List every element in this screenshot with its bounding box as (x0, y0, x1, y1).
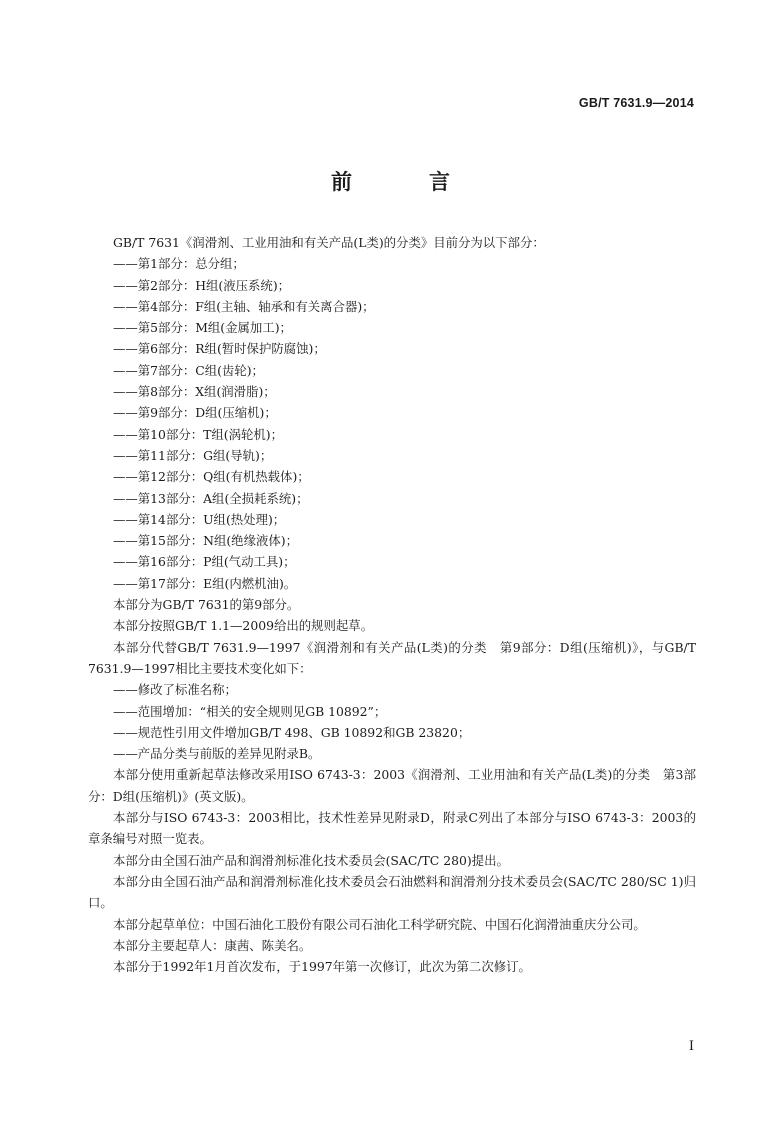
list-item: ——第1部分：总分组； (113, 256, 245, 272)
drafting-units-paragraph: 本部分起草单位：中国石油化工股份有限公司石油化工科学研究院、中国石化润滑油重庆分公司。 (113, 916, 646, 932)
list-item: ——第13部分：A组(全损耗系统)； (113, 490, 309, 506)
list-item: ——第2部分：H组(液压系统)； (113, 277, 291, 293)
parts-list (88, 253, 696, 594)
replacement-paragraph: 本部分代替GB/T 7631.9—1997《润滑剂和有关产品(L类)的分类 第9部分：D组(压缩机)》，与GB/T 7631.9—1997相比主要技术变化如下： (88, 639, 696, 676)
list-item: ——第15部分：N组(绝缘液体)； (113, 533, 298, 549)
list-item: ——产品分类与前版的差异见附录B。 (113, 746, 321, 762)
page-number: I (688, 1039, 694, 1054)
centralized-by-paragraph: 本部分由全国石油产品和润滑剂标准化技术委员会石油燃料和润滑剂分技术委员会(SAC/TC 280/SC 1)归口。 (88, 873, 696, 911)
list-item: ——规范性引用文件增加GB/T 498、GB 10892和GB 23820； (113, 724, 471, 740)
drafters-paragraph: 本部分主要起草人：康茜、陈美名。 (113, 937, 312, 953)
list-item: ——第16部分：P组(气动工具)； (113, 554, 296, 570)
list-item: ——修改了标准名称； (113, 682, 237, 698)
changes-list (88, 679, 696, 764)
page-title: 前 言 (331, 170, 478, 194)
list-item: ——第17部分：E组(内燃机油)。 (113, 575, 297, 591)
list-item: ——第4部分：F组(主轴、轴承和有关离合器)； (113, 298, 375, 314)
standard-code: GB/T 7631.9—2014 (578, 96, 694, 110)
list-item: ——第5部分：M组(金属加工)； (113, 320, 292, 336)
list-item: ——第10部分：T组(涡轮机)； (113, 426, 283, 442)
list-item: ——第9部分：D组(压缩机)； (113, 405, 277, 421)
list-item: ——第12部分：Q组(有机热载体)； (113, 469, 310, 485)
list-item: ——第8部分：X组(润滑脂)； (113, 384, 276, 400)
foreword-body (88, 232, 696, 977)
part9-paragraph: 本部分为GB/T 7631的第9部分。 (113, 597, 300, 613)
list-item: ——范围增加：“相关的安全规则见GB 10892”； (113, 703, 387, 719)
list-item: ——第11部分：G组(导轨)； (113, 447, 273, 463)
technical-difference-paragraph: 本部分与ISO 6743-3：2003相比，技术性差异见附录D，附录C列出了本部分与ISO 6743-3：2003的章条编号对照一览表。 (88, 810, 696, 847)
list-item: ——第7部分：C组(齿轮)； (113, 362, 264, 378)
iso-adoption-paragraph: 本部分使用重新起草法修改采用ISO 6743-3：2003《润滑剂、工业用油和有关产品(L类)的分类 第3部分：D组(压缩机)》(英文版)。 (88, 767, 696, 804)
intro-paragraph: GB/T 7631《润滑剂、工业用油和有关产品(L类)的分类》目前分为以下部分： (113, 235, 545, 250)
proposed-by-paragraph: 本部分由全国石油产品和润滑剂标准化技术委员会(SAC/TC 280)提出。 (113, 852, 509, 868)
list-item: ——第6部分：R组(暂时保护防腐蚀)； (113, 341, 326, 357)
list-item: ——第14部分：U组(热处理)； (113, 511, 286, 527)
history-paragraph: 本部分于1992年1月首次发布，于1997年第一次修订，此次为第二次修订。 (113, 959, 531, 975)
drafting-rules-paragraph: 本部分按照GB/T 1.1—2009给出的规则起草。 (113, 618, 374, 634)
